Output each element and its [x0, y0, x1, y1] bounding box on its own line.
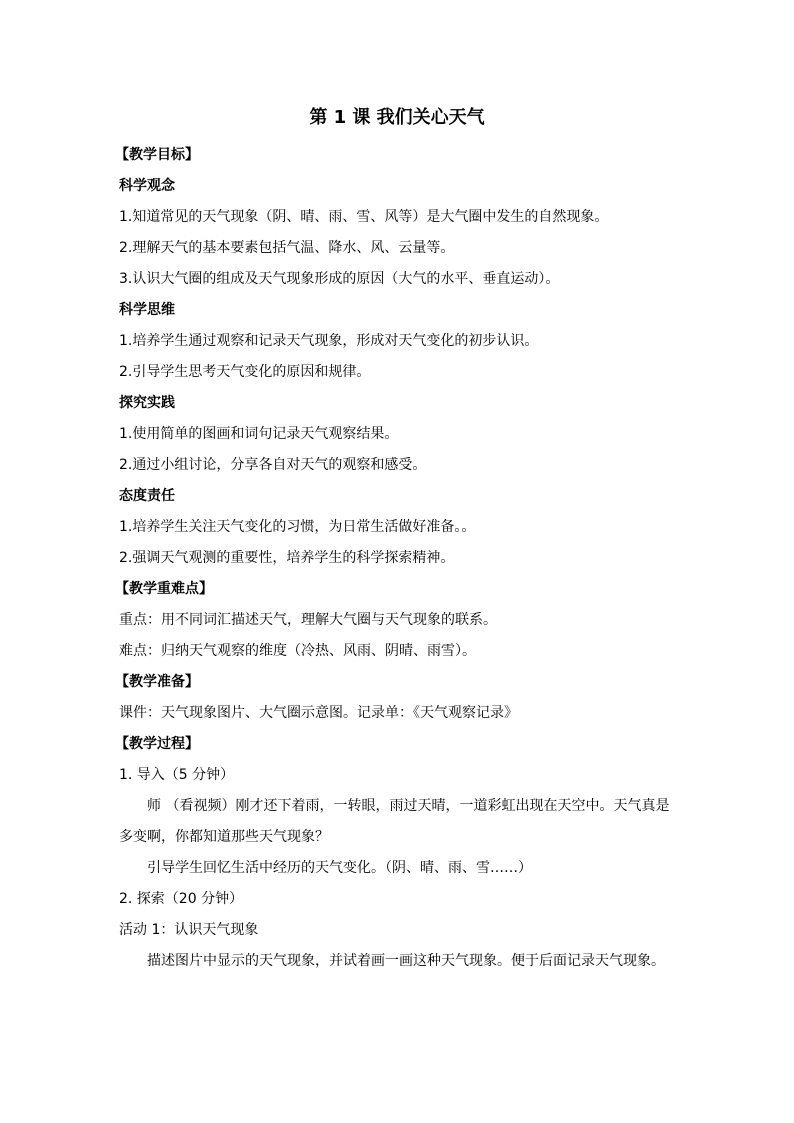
practice-item: 2.通过小组讨论，分享各自对天气的观察和感受。 [119, 457, 427, 473]
concept-heading: 科学观念 [119, 178, 175, 194]
attitude-item: 1.培养学生关注天气变化的习惯，为日常生活做好准备。。 [119, 519, 476, 535]
attitude-heading: 态度责任 [119, 488, 175, 504]
step2-heading: 2. 探索（20 分钟） [119, 891, 244, 907]
prep-text: 课件：天气现象图片、大气圈示意图。记录单：《天气观察记录》 [119, 705, 518, 721]
step1-paragraph: 师 （看视频）刚才还下着雨，一转眼，雨过天晴，一道彩虹出现在天空中。天气真是多变啊，你都知道那些天气现象？ [119, 798, 670, 845]
activity1-heading: 活动 1：认识天气现象 [119, 922, 259, 938]
activity1-paragraph: 描述图片中显示的天气现象，并试着画一画这种天气现象。便于后面记录天气现象。 [147, 953, 665, 969]
concept-item: 3.认识大气圈的组成及天气现象形成的原因（大气的水平、垂直运动）。 [119, 271, 560, 287]
concept-item: 2.理解天气的基本要素包括气温、降水、风、云量等。 [119, 240, 455, 256]
concept-item: 1.知道常见的天气现象（阴、晴、雨、雪、风等）是大气圈中发生的自然现象。 [119, 209, 609, 225]
process-heading: 【教学过程】 [115, 736, 199, 752]
goals-heading: 【教学目标】 [115, 147, 199, 163]
key-heading: 【教学重难点】 [115, 581, 213, 597]
document-body [115, 140, 681, 977]
prep-heading: 【教学准备】 [115, 674, 199, 690]
thinking-item: 1.培养学生通过观察和记录天气现象，形成对天气变化的初步认识。 [119, 333, 539, 349]
thinking-heading: 科学思维 [119, 302, 175, 318]
key-point: 重点：用不同词汇描述天气，理解大气圈与天气现象的联系。 [119, 612, 497, 628]
step1-paragraph: 引导学生回忆生活中经历的天气变化。（阴、晴、雨、雪……） [147, 860, 532, 876]
attitude-item: 2.强调天气观测的重要性，培养学生的科学探索精神。 [119, 550, 455, 566]
step1-heading: 1. 导入（5 分钟） [119, 767, 235, 783]
page-title: 第 1 课 我们关心天气 [309, 107, 485, 128]
difficult-point: 难点：归纳天气观察的维度（冷热、风雨、阴晴、雨雪）。 [119, 643, 476, 659]
thinking-item: 2.引导学生思考天气变化的原因和规律。 [119, 364, 371, 380]
practice-heading: 探究实践 [119, 395, 175, 411]
practice-item: 1.使用简单的图画和词句记录天气观察结果。 [119, 426, 399, 442]
